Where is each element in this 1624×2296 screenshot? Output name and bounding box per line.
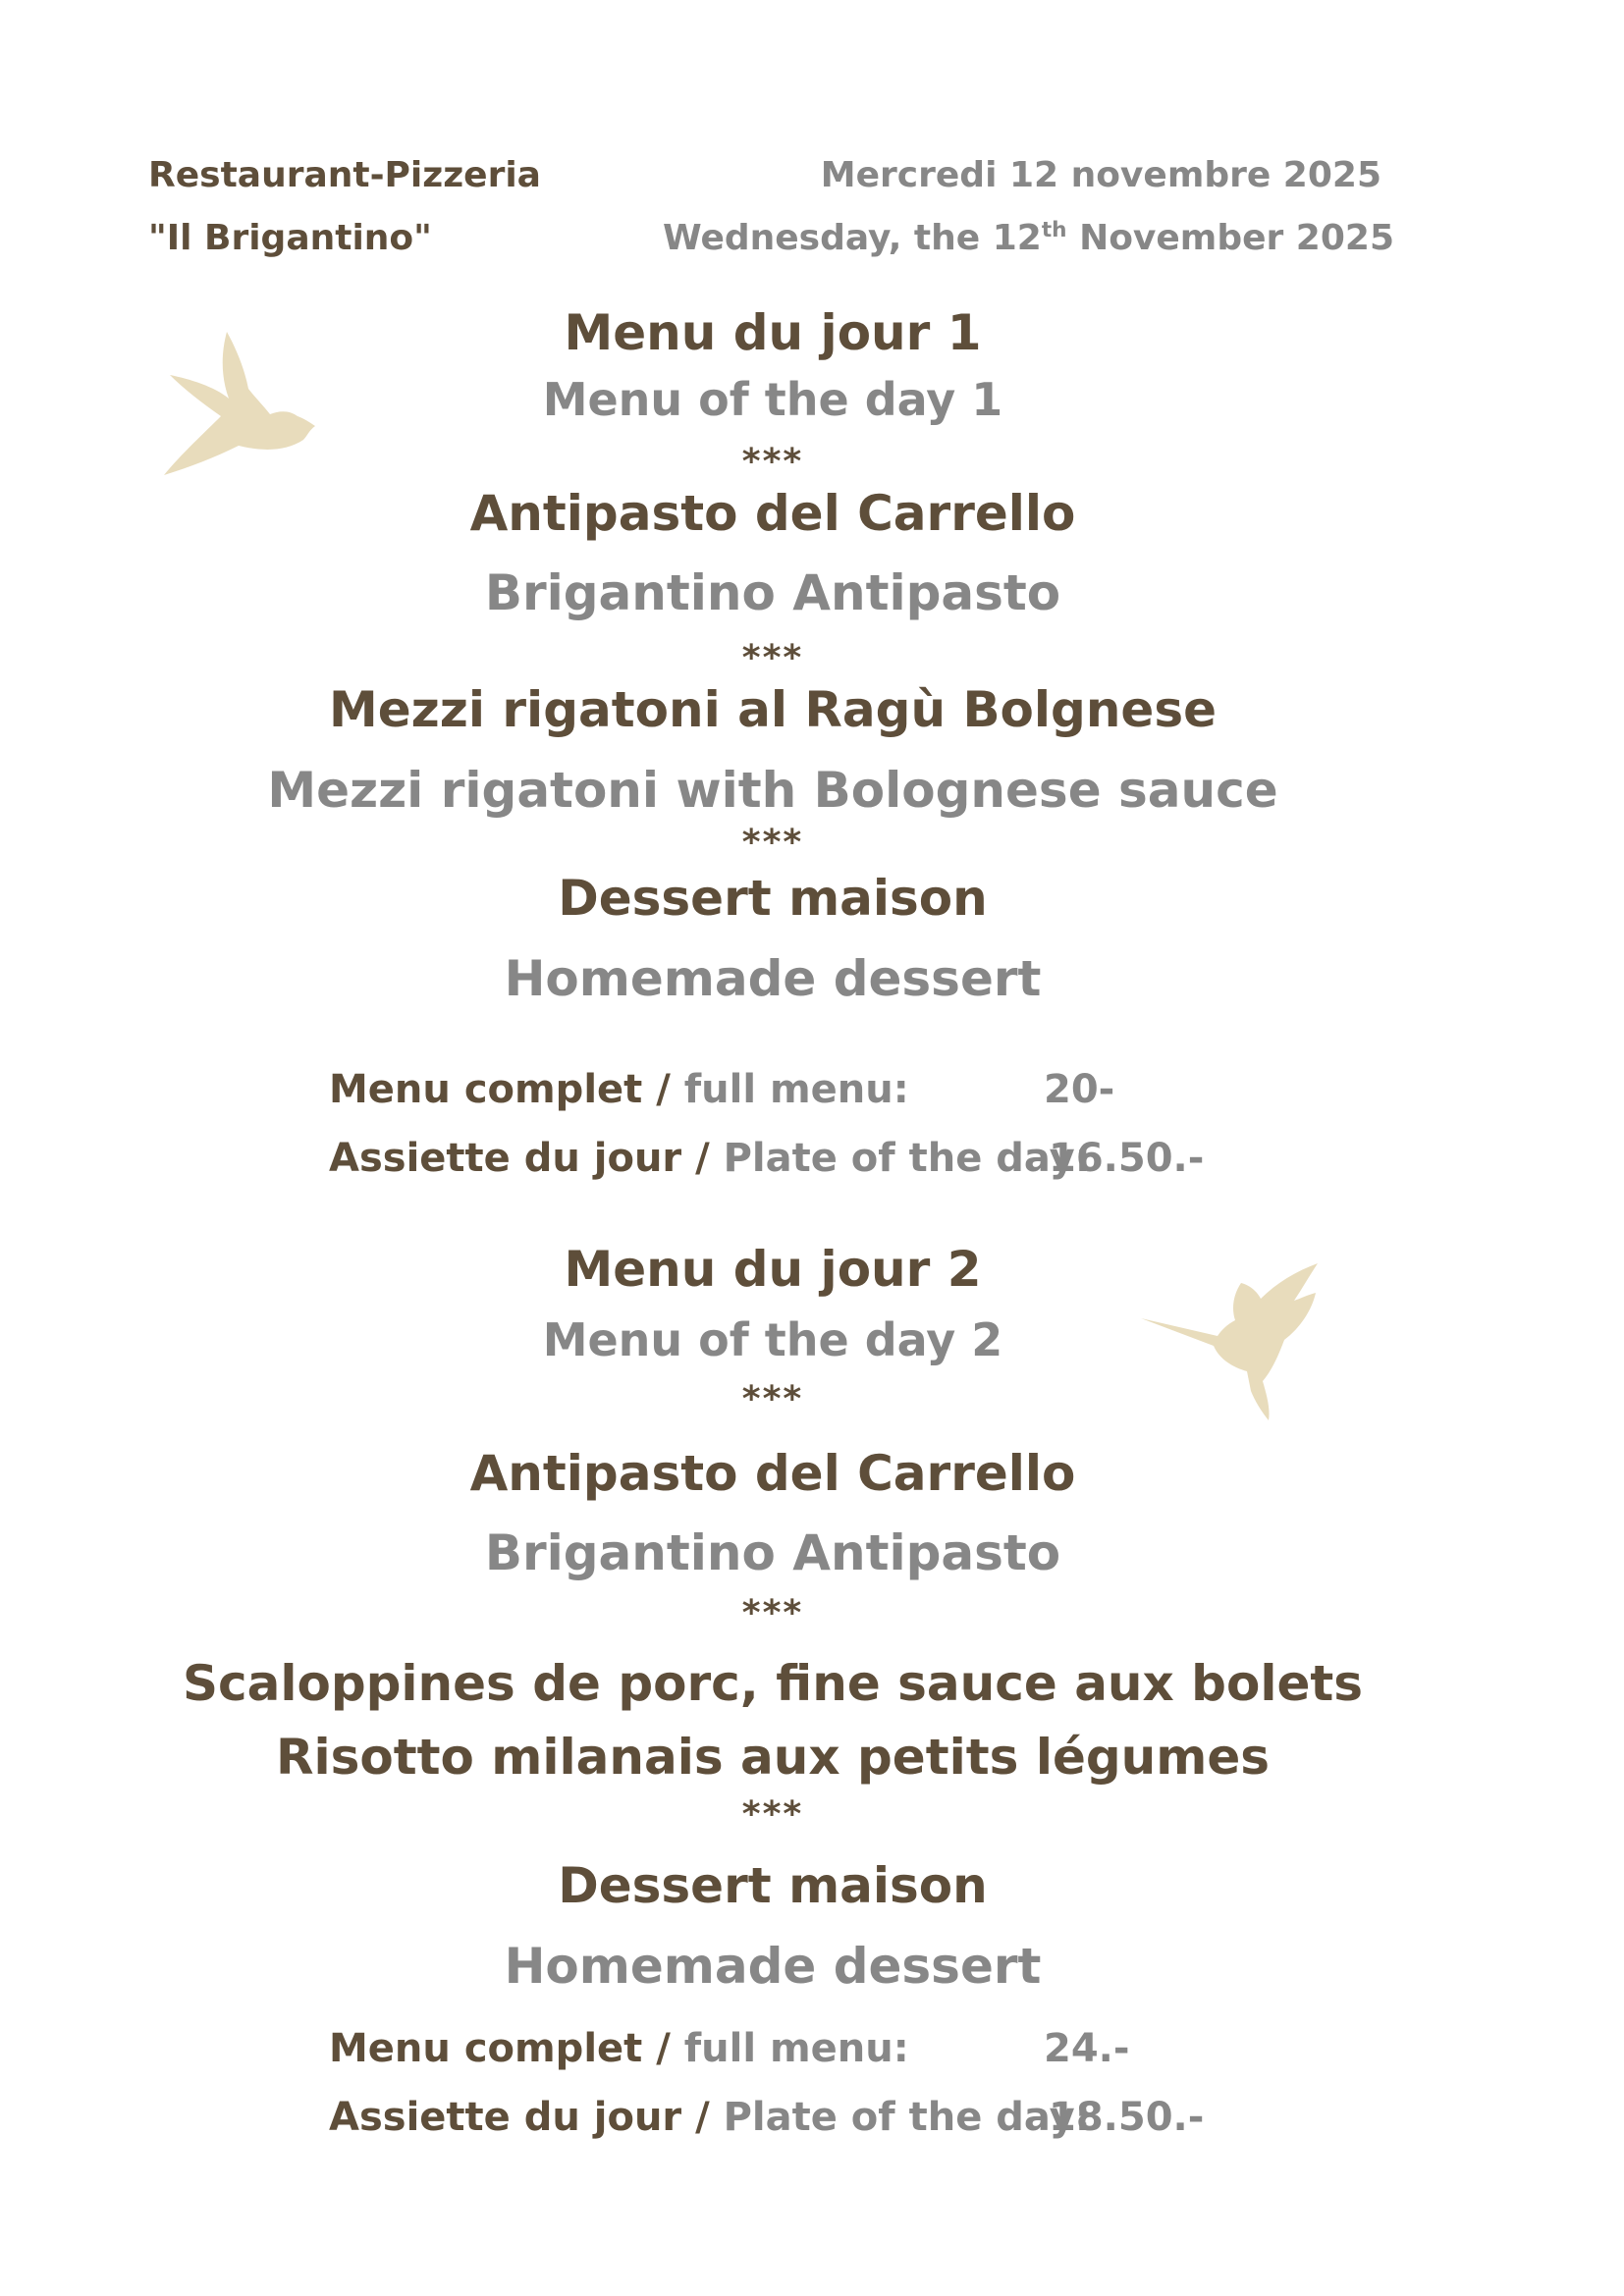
menu1-plate-label bbox=[329, 1136, 1091, 1181]
separator: *** bbox=[741, 1593, 804, 1633]
menu1-main-fr: Mezzi rigatoni al Ragù Bolgnese bbox=[328, 681, 1218, 738]
date-en-text: Wednesday, the 12 bbox=[663, 218, 1042, 258]
menu2-main-fr-line1: Scaloppines de porc, fine sauce aux bolets bbox=[182, 1655, 1364, 1712]
menu2-dessert-fr: Dessert maison bbox=[558, 1857, 988, 1914]
label-fr: Assiette du jour / bbox=[329, 1136, 724, 1181]
menu2-full-price: 24.- bbox=[1044, 2026, 1130, 2071]
separator: *** bbox=[741, 1379, 804, 1419]
menu1-starter-fr: Antipasto del Carrello bbox=[469, 485, 1076, 542]
label-en: Plate of the day: bbox=[723, 2095, 1091, 2140]
label-fr: Menu complet / bbox=[329, 1067, 684, 1112]
menu2-plate-price: 18.50.- bbox=[1049, 2095, 1205, 2140]
date-fr: Mercredi 12 novembre 2025 bbox=[820, 155, 1381, 195]
menu1-dessert-fr: Dessert maison bbox=[558, 870, 988, 927]
label-en: Plate of the day: bbox=[723, 1136, 1091, 1181]
menu1-full-price: 20- bbox=[1044, 1067, 1115, 1112]
menu2-starter-fr: Antipasto del Carrello bbox=[469, 1445, 1076, 1502]
separator: *** bbox=[741, 823, 804, 863]
menu2-main-fr-line2: Risotto milanais aux petits légumes bbox=[275, 1729, 1271, 1786]
date-en-text-end: November 2025 bbox=[1066, 218, 1394, 258]
menu2-starter-en: Brigantino Antipasto bbox=[484, 1524, 1061, 1581]
restaurant-type: Restaurant-Pizzeria bbox=[148, 155, 541, 195]
menu2-plate-label bbox=[329, 2095, 1091, 2140]
separator: *** bbox=[741, 442, 804, 482]
menu1-main-en: Mezzi rigatoni with Bolognese sauce bbox=[267, 762, 1278, 819]
separator: *** bbox=[741, 638, 804, 678]
restaurant-name: "Il Brigantino" bbox=[148, 218, 432, 258]
date-en bbox=[663, 218, 1394, 258]
label-fr: Assiette du jour / bbox=[329, 2095, 724, 2140]
menu2-title-en: Menu of the day 2 bbox=[542, 1313, 1003, 1366]
menu1-starter-en: Brigantino Antipasto bbox=[484, 564, 1061, 621]
label-en: full menu: bbox=[683, 2026, 909, 2071]
menu1-title-fr: Menu du jour 1 bbox=[564, 304, 982, 361]
menu2-title-fr: Menu du jour 2 bbox=[564, 1241, 982, 1298]
label-en: full menu: bbox=[683, 1067, 909, 1112]
menu1-title-en: Menu of the day 1 bbox=[542, 373, 1003, 426]
menu2-full-menu-label bbox=[329, 2026, 909, 2071]
label-fr: Menu complet / bbox=[329, 2026, 684, 2071]
menu2-dessert-en: Homemade dessert bbox=[504, 1938, 1042, 1995]
date-en-sup: th bbox=[1041, 218, 1067, 242]
menu1-full-menu-label bbox=[329, 1067, 909, 1112]
menu1-plate-price: 16.50.- bbox=[1049, 1136, 1205, 1181]
separator: *** bbox=[741, 1794, 804, 1835]
menu1-dessert-en: Homemade dessert bbox=[504, 950, 1042, 1007]
